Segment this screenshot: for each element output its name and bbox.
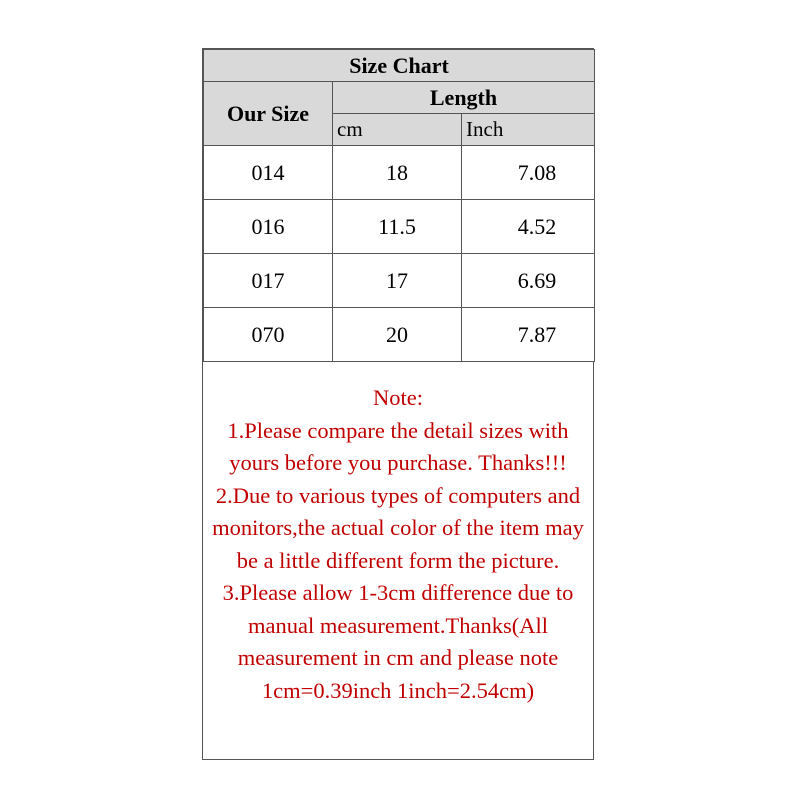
- table-row: [204, 200, 595, 254]
- table-row: [204, 254, 595, 308]
- size-cell: 016: [204, 200, 333, 254]
- note-line-3: 3.Please allow 1-3cm difference due to manual measurement.Thanks(All measurement in cm and please note 1cm=0.39inch 1inch=2.54cm): [222, 580, 574, 703]
- size-cell: 070: [204, 308, 333, 362]
- inch-header: Inch: [462, 114, 595, 146]
- table-row: [204, 308, 595, 362]
- size-cell: 014: [204, 146, 333, 200]
- length-header: Length: [333, 82, 595, 114]
- cm-cell: 20: [333, 308, 462, 362]
- note-heading: Note:: [373, 385, 423, 410]
- inch-cell: 7.08: [462, 146, 595, 200]
- cm-cell: 17: [333, 254, 462, 308]
- table-row: [204, 146, 595, 200]
- size-chart: [202, 48, 594, 760]
- size-cell: 017: [204, 254, 333, 308]
- cm-cell: 11.5: [333, 200, 462, 254]
- inch-cell: 7.87: [462, 308, 595, 362]
- note-line-1: 1.Please compare the detail sizes with yours before you purchase. Thanks!!!: [227, 417, 569, 475]
- inch-cell: 6.69: [462, 254, 595, 308]
- our-size-header: Our Size: [204, 82, 333, 146]
- note-line-2: 2.Due to various types of computers and monitors,the actual color of the item may be a little different form the picture.: [212, 482, 584, 573]
- note-section: [203, 362, 593, 707]
- cm-header: cm: [333, 114, 462, 146]
- inch-cell: 4.52: [462, 200, 595, 254]
- cm-cell: 18: [333, 146, 462, 200]
- size-table: [203, 49, 595, 362]
- chart-title: Size Chart: [204, 50, 595, 82]
